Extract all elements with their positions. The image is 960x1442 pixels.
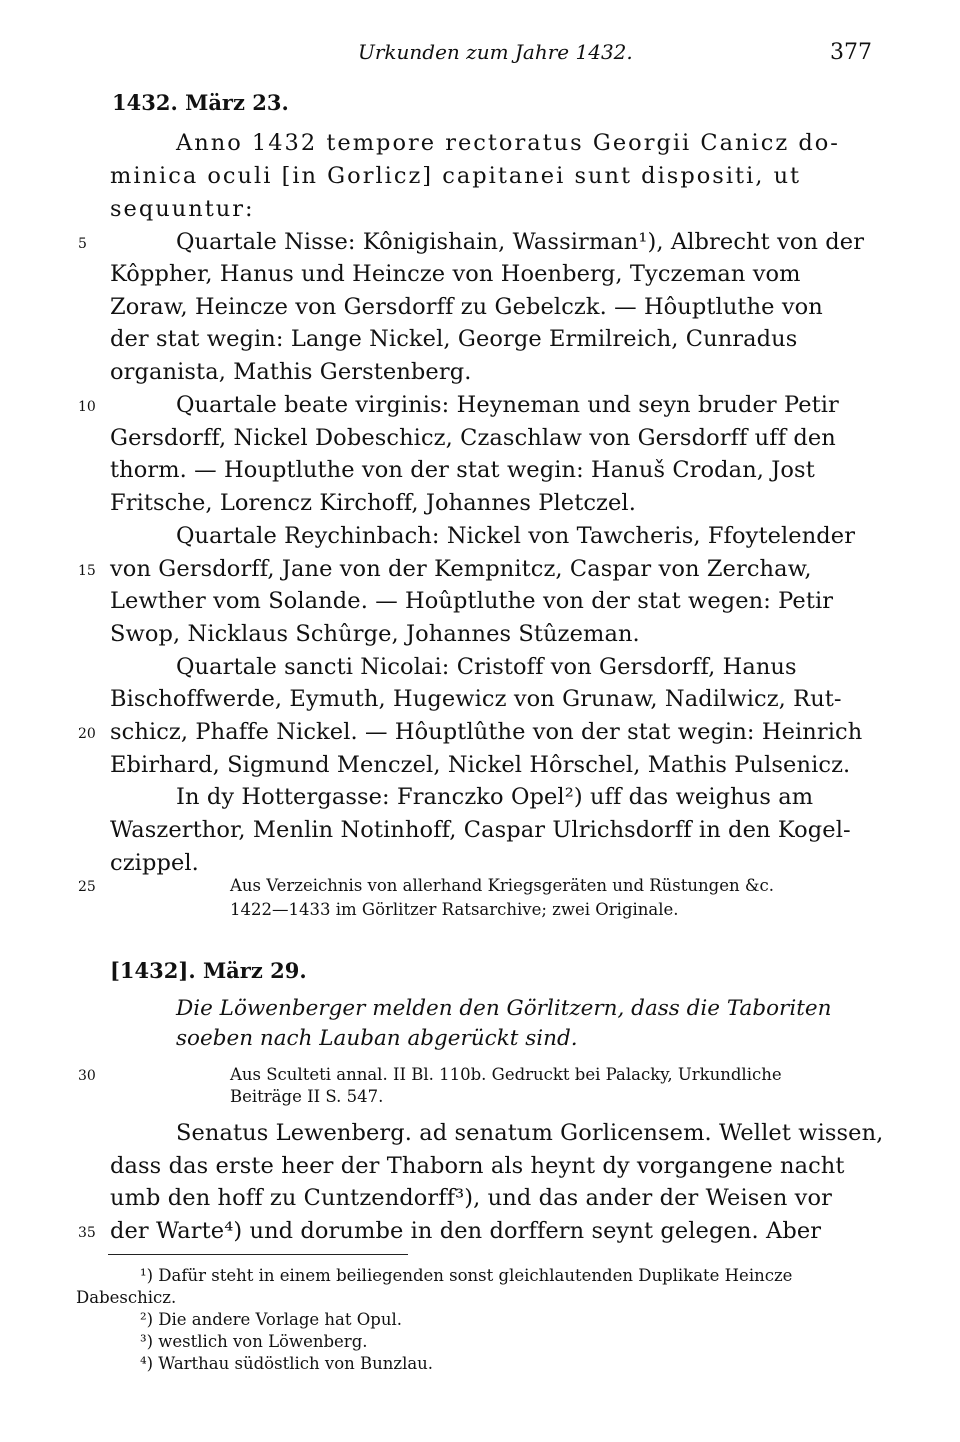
text-line: umb den hoff zu Cuntzendorff³), und das ander der Weisen vor (110, 1185, 832, 1211)
text-line: minica oculi [in Gorlicz] capitanei sunt dispositi, ut (110, 163, 802, 189)
text-line: thorm. — Houptluthe von der stat wegin: Hanuš Crodan, Jost (110, 457, 815, 483)
footnote: ³) westlich von Löwenberg. (140, 1332, 368, 1351)
text-line: schicz, Phaffe Nickel. — Hôuptlûthe von der stat wegin: Heinrich (110, 719, 863, 745)
text-line: Fritsche, Lorencz Kirchoff, Johannes Pletczel. (110, 490, 636, 516)
text-line: Bischoffwerde, Eymuth, Hugewicz von Grunaw, Nadilwicz, Rut- (110, 686, 842, 712)
footnote-rule (108, 1254, 408, 1255)
line-number: 25 (78, 879, 96, 895)
footnote: ⁴) Warthau südöstlich von Bunzlau. (140, 1354, 434, 1373)
text-line: von Gersdorff, Jane von der Kempnitcz, Caspar von Zerchaw, (110, 556, 812, 582)
source-note: Aus Sculteti annal. II Bl. 110b. Gedruckt bei Palacky, Urkundliche (230, 1065, 782, 1084)
regest-line: Die Löwenberger melden den Görlitzern, dass die Taboriten (176, 996, 832, 1021)
text-line: der Warte⁴) und dorumbe in den dorffern seynt gelegen. Aber (110, 1218, 822, 1244)
line-number: 10 (78, 399, 96, 415)
text-line: Kôppher, Hanus und Heincze von Hoenberg, Tyczeman vom (110, 261, 801, 287)
text-line: Quartale Nisse: Kônigishain, Wassirman¹), Albrecht von der (176, 229, 865, 255)
text-line: Anno 1432 tempore rectoratus Georgii Canicz do- (176, 130, 840, 156)
text-line: Quartale beate virginis: Heyneman und seyn bruder Petir (176, 392, 839, 418)
line-number: 15 (78, 563, 96, 579)
text-line: Quartale sancti Nicolai: Cristoff von Gersdorff, Hanus (176, 654, 797, 680)
text-line: sequuntur: (110, 196, 255, 222)
line-number: 35 (78, 1225, 96, 1241)
text-line: Zoraw, Heincze von Gersdorff zu Gebelczk. — Hôuptluthe von (110, 294, 823, 320)
text-line: In dy Hottergasse: Franczko Opel²) uff das weighus am (176, 784, 814, 810)
text-line: Quartale Reychinbach: Nickel von Tawcheris, Ffoytelender (176, 523, 856, 549)
text-line: Ebirhard, Sigmund Menczel, Nickel Hôrschel, Mathis Pulsenicz. (110, 752, 851, 778)
text-line: Swop, Nicklaus Schûrge, Johannes Stûzeman. (110, 621, 640, 647)
line-number: 5 (78, 236, 87, 252)
regest-line: soeben nach Lauban abgerückt sind. (176, 1026, 578, 1051)
footnote: Dabeschicz. (76, 1288, 177, 1307)
text-line: dass das erste heer der Thaborn als heynt dy vorgangene nacht (110, 1153, 845, 1179)
source-note: Beiträge II S. 547. (230, 1087, 384, 1106)
entry-date: [1432]. März 29. (110, 958, 307, 983)
text-line: organista, Mathis Gerstenberg. (110, 359, 472, 385)
line-number: 30 (78, 1068, 96, 1084)
text-line: Gersdorff, Nickel Dobeschicz, Czaschlaw von Gersdorff uff den (110, 425, 836, 451)
line-number: 20 (78, 726, 96, 742)
page-number: 377 (830, 40, 872, 65)
footnote: ¹) Dafür steht in einem beiliegenden sonst gleichlautenden Duplikate Heincze (140, 1266, 793, 1285)
running-title: Urkunden zum Jahre 1432. (358, 40, 633, 64)
text-line: Senatus Lewenberg. ad senatum Gorlicensem. Wellet wissen, (176, 1120, 884, 1146)
text-line: Lewther vom Solande. — Hoûptluthe von der stat wegen: Petir (110, 588, 834, 614)
footnote: ²) Die andere Vorlage hat Opul. (140, 1310, 402, 1329)
text-line: Waszerthor, Menlin Notinhoff, Caspar Ulrichsdorff in den Kogel- (110, 817, 851, 843)
text-line: czippel. (110, 850, 199, 876)
source-note: Aus Verzeichnis von allerhand Kriegsgeräten und Rüstungen &c. (230, 876, 775, 895)
text-line: der stat wegin: Lange Nickel, George Ermilreich, Cunradus (110, 326, 798, 352)
entry-date: 1432. März 23. (112, 90, 289, 115)
page-header (0, 40, 960, 70)
source-note: 1422—1433 im Görlitzer Ratsarchive; zwei Originale. (230, 900, 679, 919)
